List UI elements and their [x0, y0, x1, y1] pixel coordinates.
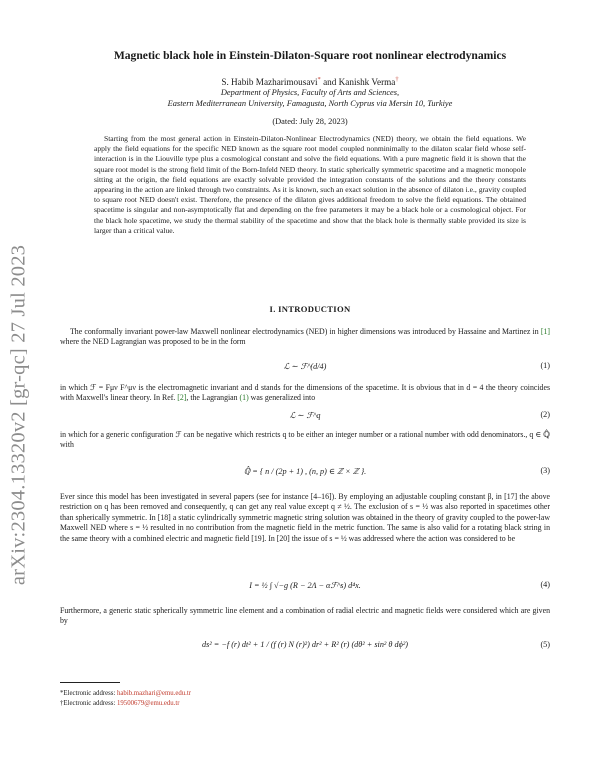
equation-number: (1): [540, 361, 550, 370]
paper-title: Magnetic black hole in Einstein-Dilaton-Square root nonlinear electrodynamics: [113, 49, 507, 62]
equation: I = ½ ∫ √−g (R − 2Λ − αℱ^s) d⁴x.: [249, 581, 361, 590]
body-text: in which ℱ = Fμν F^μν is the electromagnetic invariant and d stands for the dimensions of the spacetime. It is obvious that in d = 4 the theory coincides with Maxwell's linear theory. In Ref.: [60, 383, 550, 403]
equation: ℒ ∼ ℱ^q: [289, 411, 321, 420]
footnote-mark[interactable]: †: [395, 76, 399, 83]
footnote: [60, 700, 180, 707]
arxiv-identifier: arXiv:2304.13320v2 [gr-qc] 27 Jul 2023: [7, 244, 30, 586]
body-paragraph: Furthermore, a generic static spherically symmetric line element and a combination of radial electric and magnetic fields were considered which are given by: [60, 606, 550, 626]
citation-link[interactable]: [1]: [540, 327, 550, 336]
affiliation-line: Department of Physics, Faculty of Arts and Sciences,: [220, 88, 400, 97]
author-name: Kanishk Verma: [338, 77, 396, 88]
body-paragraph: in which for a generic configuration ℱ can be negative which restricts q to be either an integer number or a rational number with odd denominators., q ∈ ℚ̂ with: [60, 430, 550, 450]
footnote: [60, 690, 191, 697]
equation-link[interactable]: (1): [239, 393, 249, 403]
equation-number: (2): [540, 410, 550, 419]
body-paragraph: Ever since this model has been investigated in several papers (see for instance [4–16]). By employing an adjustable coupling constant β, in [17] the above restriction on q has been removed and consequently, q can get any real value except q ≠ ½. The exclusion of s = ½ was also reported in spacetimes other than spherically symmetric. In [18] a static cylindrically symmetric magnetic string solution was obtained in the theory of gravity coupled to the power-law Maxwell NED where s = ½ resulted in no contribution from the magnetic field in the metric function. The same is also valid for a rotating black string in the same theory with a combined electric and magnetic field [19]. In [20] the issue of s = ½ was addressed where the action was considered to be: [60, 492, 550, 543]
footnote-rule: [60, 682, 120, 683]
body-text: The conformally invariant power-law Maxwell nonlinear electrodynamics (NED) in higher dimensions was introduced by Hassaine and Martinez in: [70, 327, 541, 336]
author-line: [60, 76, 560, 87]
email-link[interactable]: 19500679@emu.edu.tr: [117, 700, 180, 707]
footnote-label: †Electronic address:: [60, 700, 117, 707]
body-paragraph: [60, 383, 550, 404]
equation: ℚ̂ = { n / (2p + 1) , (n, p) ∈ ℤ × ℤ }.: [243, 467, 367, 476]
body-text: , the Lagrangian: [186, 393, 240, 403]
arxiv-side-stamp: [4, 180, 34, 650]
equation-number: (4): [540, 580, 550, 589]
abstract: Starting from the most general action in Einstein-Dilaton-Nonlinear Electrodynamics (NED) theory, we obtain the field equations. We apply the field equations for the specific NED known as the square root model coupled nonminimally to the dilaton scalar field whose self-interaction is in the Liouville type plus a cosmological constant and solve the field equations. With a pure magnetic field it is shown that the square root model is the strong field limit of the Born-Infeld NED theory. In static spherically symmetric spacetime and a magnetic monopole sitting at the origin, the field equations are exactly solvable provided the integration constants of the solutions and the theory constants appearing in the action are linked through two constraints. As it is known, such an exact solution in the absence of dilaton i.e., gravity coupled to square root NED doesn't exist. Therefore, the presence of the dilaton gives additional freedom to solve the field equations. The obtained spacetime is singular and non-asymptotically flat and depending on the free parameters it may be a black hole or a cosmological object. For the black hole spacetime, we study the thermal stability of the spacetime and show that the black hole is thermally stable provided its size is larger than a critical value.: [94, 134, 526, 235]
footnote-mark[interactable]: *: [317, 76, 321, 83]
date-line: (Dated: July 28, 2023): [272, 117, 348, 126]
equation-number: (5): [540, 640, 550, 649]
equation: ℒ ∼ ℱ^(d/4): [283, 362, 327, 371]
body-text: was generalized into: [248, 393, 316, 403]
equation: ds² = −f (r) dt² + 1 / (f (r) N (r)²) dr² + R² (r) (dθ² + sin² θ dϕ²): [202, 640, 408, 649]
affiliation-line: Eastern Mediterranean University, Famagusta, North Cyprus via Mersin 10, Turkiye: [167, 99, 453, 108]
equation-number: (3): [540, 466, 550, 475]
author-name: S. Habib Mazharimousavi: [221, 77, 318, 88]
author-joiner: and: [320, 77, 339, 88]
section-heading: I. INTRODUCTION: [269, 304, 351, 314]
citation-link[interactable]: [2]: [177, 393, 187, 403]
footnote-label: *Electronic address:: [60, 690, 117, 697]
body-paragraph: [60, 327, 550, 348]
email-link[interactable]: habib.mazhari@emu.edu.tr: [117, 690, 192, 697]
body-text: where the NED Lagrangian was proposed to be in the form: [60, 337, 246, 347]
